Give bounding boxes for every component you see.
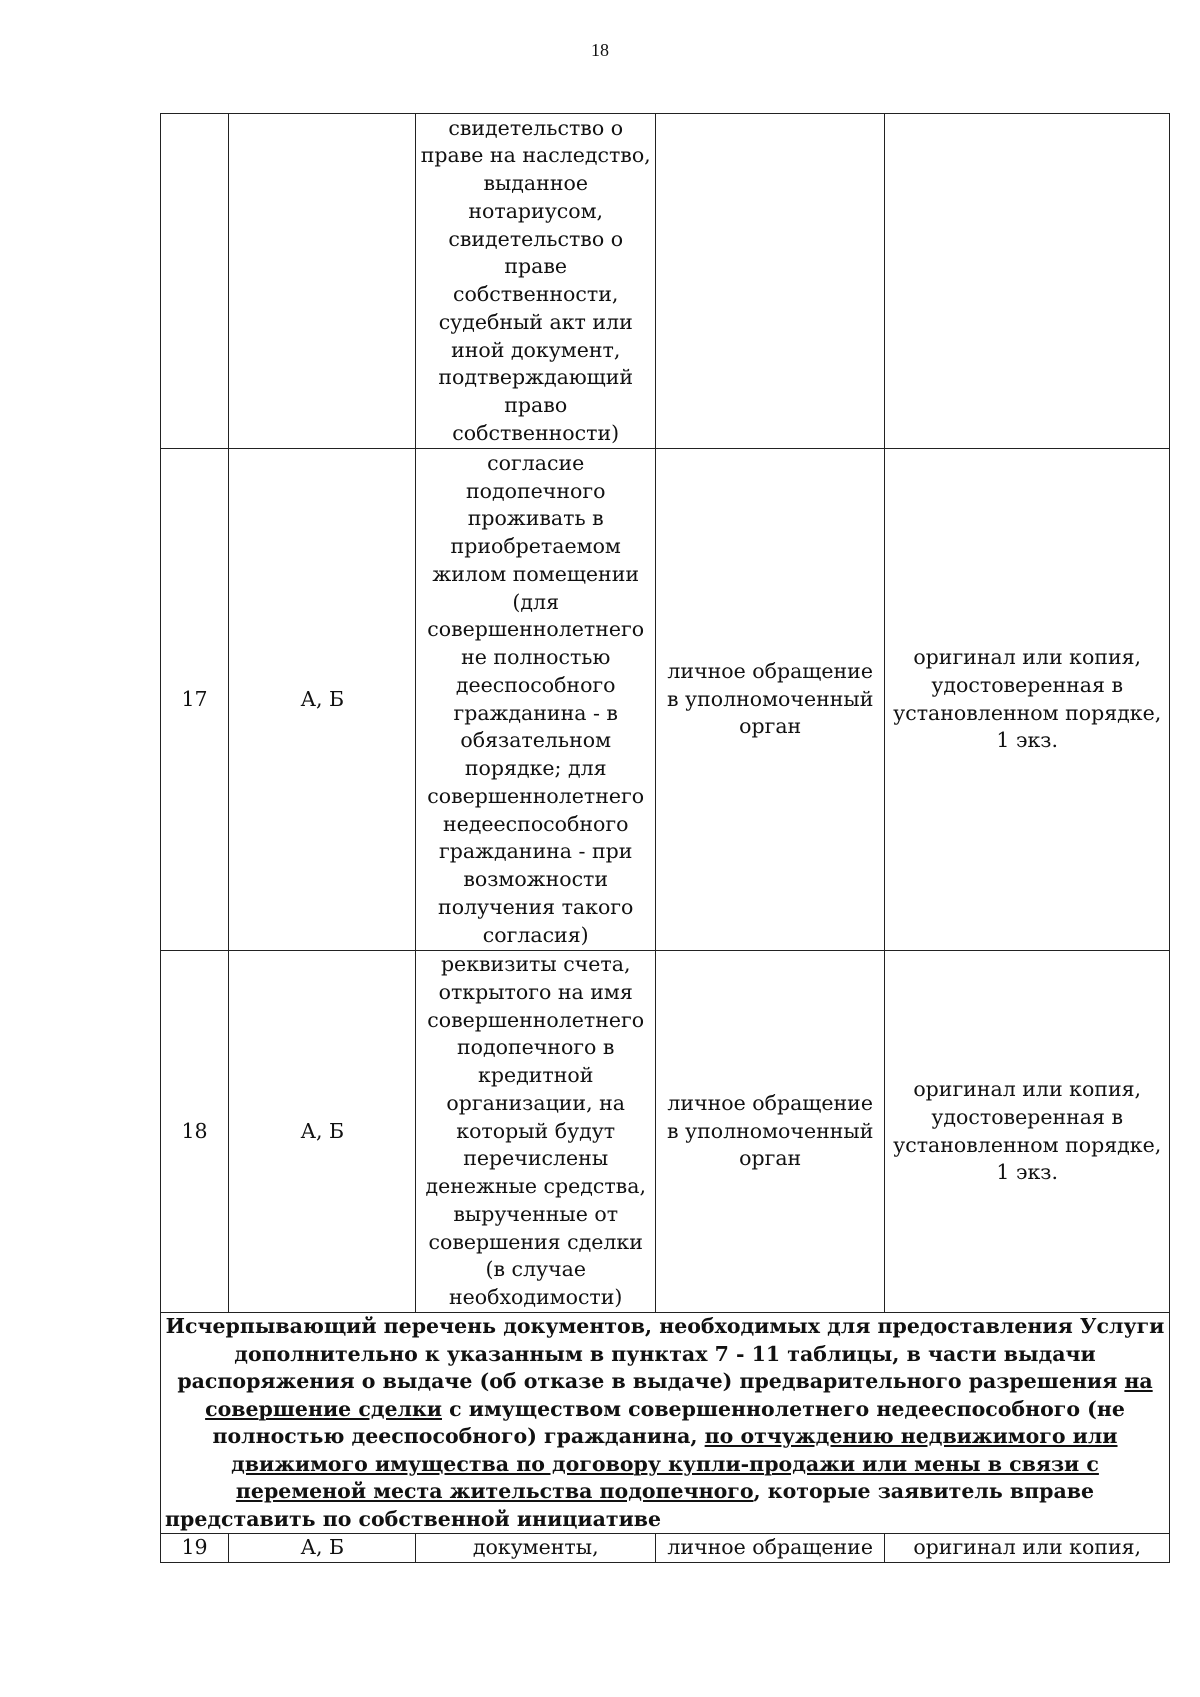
text-line: нотариусом, (468, 198, 604, 223)
documents-table (160, 113, 1170, 1563)
text-line: кредитной (478, 1063, 594, 1088)
cell-number: 19 (161, 1534, 229, 1563)
text-line: орган (739, 1146, 802, 1171)
cell-applicants: А, Б (229, 1534, 416, 1563)
text-line: личное обращение (667, 1090, 873, 1115)
text-line: свидетельство о (448, 226, 624, 251)
text-line: в уполномоченный (666, 1118, 874, 1143)
text-line: удостоверенная в (931, 1104, 1124, 1129)
cell-method (655, 951, 884, 1313)
text-line: дееспособного (455, 672, 616, 697)
text-line: орган (739, 714, 802, 739)
table-row-17 (161, 449, 1170, 951)
cell-number: 18 (161, 951, 229, 1313)
cell-number: 17 (161, 449, 229, 951)
page-number: 18 (591, 40, 609, 60)
text-line: перечислены (463, 1146, 609, 1171)
cell-method (655, 114, 884, 449)
table-row-continued (161, 114, 1170, 449)
text-line: праве (504, 254, 568, 279)
text-line: установленном порядке, (893, 700, 1162, 725)
cell-applicants: А, Б (229, 449, 416, 951)
text-line: не полностью (461, 645, 611, 669)
text-line: свидетельство о (448, 115, 624, 140)
text-line: гражданина - в (453, 700, 618, 725)
text-line: в уполномоченный (666, 686, 874, 711)
text-line: иной документ, (451, 337, 621, 362)
table-row-18 (161, 951, 1170, 1313)
text-line: собственности, (453, 282, 619, 306)
text-line: открытого на имя (438, 979, 633, 1004)
text-line: оригинал или копия, (913, 645, 1142, 669)
text-line: (в случае (485, 1257, 586, 1282)
text-line: 1 экз. (996, 1160, 1058, 1185)
text-line: обязательном (460, 728, 612, 753)
text-line: необходимости) (448, 1285, 623, 1310)
text-line: который будут (456, 1118, 616, 1143)
text-line: жилом помещении (432, 561, 640, 586)
text-line: денежные средства, (425, 1174, 646, 1199)
text-line: подопечного (466, 478, 606, 503)
text-line: вырученные от (453, 1201, 619, 1226)
cell-applicants (229, 114, 416, 449)
text-line: гражданина - при (439, 839, 633, 864)
text-line: 1 экз. (996, 728, 1058, 753)
text-line: установленном порядке, (893, 1132, 1162, 1157)
text-line: праве на наследство, (420, 143, 651, 168)
text-line: совершеннолетнего (427, 783, 645, 808)
cell-method: личное обращение (655, 1534, 884, 1563)
text-line: приобретаемом (450, 534, 621, 558)
text-line: собственности) (452, 420, 620, 445)
text-line: удостоверенная в (931, 672, 1124, 697)
text-line: совершеннолетнего (427, 1007, 645, 1032)
text-line: личное обращение (667, 658, 873, 683)
text-line: оригинал или копия, (913, 1077, 1142, 1101)
text-line: выданное (483, 171, 588, 195)
cell-document: документы, (416, 1534, 655, 1563)
text-line: судебный акт или (438, 309, 633, 334)
section-heading: Исчерпывающий перечень документов, необходимых для предоставления Услуги дополнительно к указанным в пунктах 7 - 11 таблицы, в части выдачи распоряжения о выдаче (об отказе в выдаче) предварительного разрешения на совершение сделки с имуществом совершеннолетнего недееспособного (не полностью дееспособного) гражданина, по отчуждению недвижимого или движимого имущества по договору купли-продажи или мены в связи с переменой места жительства подопечного, которые заявитель вправе представить по собственной инициативе (161, 1313, 1170, 1534)
text-line: недееспособного (443, 811, 629, 836)
cell-document (416, 951, 655, 1313)
text-line: согласия) (482, 922, 589, 947)
text-line: реквизиты счета, (440, 952, 631, 977)
cell-form (885, 114, 1170, 449)
underlined-phrase: на совершение сделки (205, 1369, 1153, 1421)
text-line: порядке; для (464, 756, 607, 780)
cell-applicants: А, Б (229, 951, 416, 1313)
cell-method (655, 449, 884, 951)
text-line: подопечного в (456, 1035, 615, 1060)
text-line: согласие (487, 450, 585, 475)
text-line: совершеннолетнего (427, 617, 645, 642)
text-line: возможности (463, 867, 609, 891)
cell-number (161, 114, 229, 449)
table-row-19 (161, 1534, 1170, 1563)
cell-document (416, 114, 655, 449)
text-line: получения такого (438, 894, 634, 919)
cell-form: оригинал или копия, (885, 1534, 1170, 1563)
text-line: право (504, 393, 568, 417)
text-line: проживать в (467, 506, 604, 531)
text-line: (для (512, 589, 559, 614)
section-heading-row (161, 1313, 1170, 1534)
text-line: подтверждающий (438, 365, 634, 390)
cell-form (885, 951, 1170, 1313)
text-line: совершения сделки (428, 1229, 643, 1254)
underlined-phrase: по отчуждению недвижимого или движимого имущества по договору купли-продажи или мены в связи с переменой места жительства подопечного (231, 1424, 1118, 1503)
text-line: организации, на (446, 1090, 626, 1115)
cell-form (885, 449, 1170, 951)
cell-document (416, 449, 655, 951)
